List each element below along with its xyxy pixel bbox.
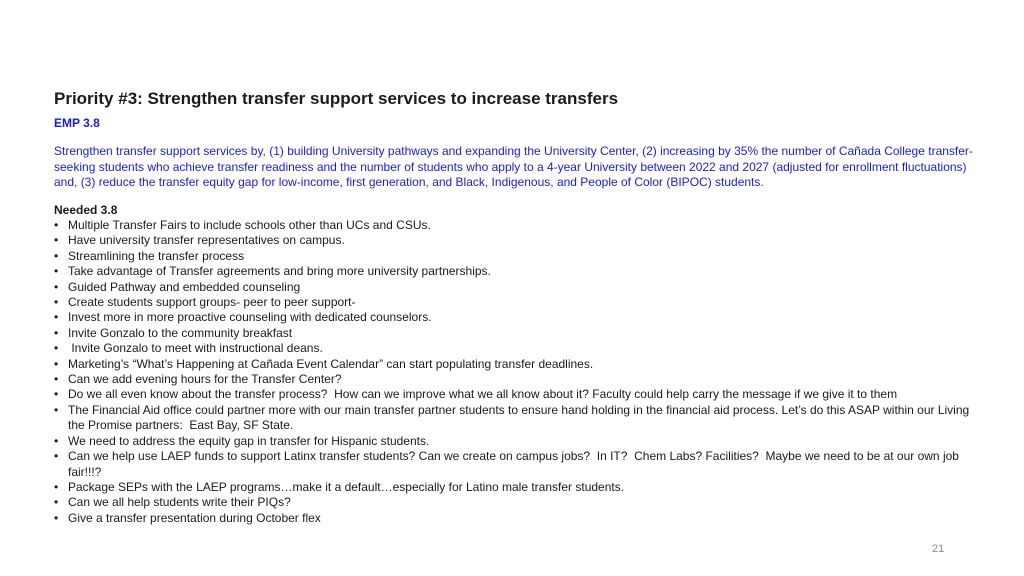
bullet-icon: • xyxy=(54,479,59,494)
needed-list-item xyxy=(54,357,974,372)
needed-item-text: Guided Pathway and embedded counseling xyxy=(68,279,301,294)
bullet-icon: • xyxy=(54,248,59,263)
needed-list-item xyxy=(54,480,974,495)
bullet-icon: • xyxy=(54,279,59,294)
slide-title: Priority #3: Strengthen transfer support services to increase transfers xyxy=(54,89,619,108)
needed-heading: Needed 3.8 xyxy=(54,203,118,217)
emp-code: EMP 3.8 xyxy=(54,116,100,130)
needed-list-item xyxy=(54,387,974,402)
needed-list-item xyxy=(54,249,974,264)
needed-list-item xyxy=(54,511,974,526)
needed-item-text: Invite Gonzalo to the community breakfast xyxy=(68,325,293,340)
bullet-icon: • xyxy=(54,233,59,248)
needed-list-item xyxy=(54,295,974,310)
bullet-icon: • xyxy=(54,295,59,310)
needed-item-text: Take advantage of Transfer agreements and bring more university partnerships. xyxy=(68,264,491,279)
page-number: 21 xyxy=(932,543,945,555)
bullet-icon: • xyxy=(54,510,59,525)
needed-item-text: Invite Gonzalo to meet with instructional deans. xyxy=(68,341,323,356)
needed-list-item xyxy=(54,434,974,449)
needed-list-item xyxy=(54,341,974,356)
needed-item-text: Package SEPs with the LAEP programs…make it a default…especially for Latino male transfer students. xyxy=(68,479,625,494)
bullet-icon: • xyxy=(54,341,59,356)
needed-list-item xyxy=(54,310,974,325)
needed-item-text: We need to address the equity gap in transfer for Hispanic students. xyxy=(68,433,430,448)
bullet-icon: • xyxy=(54,218,59,232)
bullet-icon: • xyxy=(54,449,59,464)
bullet-icon: • xyxy=(54,310,59,325)
goal-statement: Strengthen transfer support services by, (1) building University pathways and expanding the University Center, (2) increasing by 35% the number of Cañada College transfer-seeking students who achieve transfer readiness and the number of students who apply to a 4-year University between 2022 and 2027 (adjusted for enrollment fluctuations) and, (3) reduce the transfer equity gap for low-income, first generation, and Black, Indigenous, and People of Color (BIPOC) students. xyxy=(54,144,973,189)
needed-item-text: Marketing’s “What’s Happening at Cañada Event Calendar” can start populating transfer deadlines. xyxy=(68,356,594,371)
needed-item-text: Can we help use LAEP funds to support Latinx transfer students? Can we create on campus jobs? In IT? Chem Labs? Facilities? Maybe we need to be at our own job fair!!!? xyxy=(68,449,963,479)
needed-list xyxy=(54,218,974,526)
needed-item-text: Give a transfer presentation during October flex xyxy=(68,510,321,525)
needed-list-item xyxy=(54,326,974,341)
needed-list-item xyxy=(54,372,974,387)
needed-item-text: Have university transfer representatives on campus. xyxy=(68,233,345,248)
needed-list-item xyxy=(54,264,974,279)
needed-item-text: Invest more in more proactive counseling with dedicated counselors. xyxy=(68,310,432,325)
needed-list-item xyxy=(54,495,974,510)
needed-item-text: Multiple Transfer Fairs to include schools other than UCs and CSUs. xyxy=(68,218,431,232)
needed-item-text: Do we all even know about the transfer process? How can we improve what we all know about it? Faculty could help carry the message if we give it to them xyxy=(68,387,898,402)
needed-item-text: Can we add evening hours for the Transfer Center? xyxy=(68,372,342,387)
bullet-icon: • xyxy=(54,402,59,417)
bullet-icon: • xyxy=(54,372,59,387)
needed-item-text: Create students support groups- peer to peer support- xyxy=(68,295,356,310)
needed-list-item xyxy=(54,403,974,434)
bullet-icon: • xyxy=(54,325,59,340)
bullet-icon: • xyxy=(54,387,59,402)
needed-item-text: Streamlining the transfer process xyxy=(68,248,245,263)
needed-item-text: The Financial Aid office could partner more with our main transfer partner students to ensure hand holding in the financial aid process. Let’s do this ASAP within our Living the Promise partners: East Bay, SF State. xyxy=(68,402,973,433)
needed-list-item xyxy=(54,218,974,233)
needed-list-item xyxy=(54,280,974,295)
bullet-icon: • xyxy=(54,433,59,448)
bullet-icon: • xyxy=(54,264,59,279)
bullet-icon: • xyxy=(54,495,59,510)
needed-list-item xyxy=(54,233,974,248)
bullet-icon: • xyxy=(54,356,59,371)
needed-item-text: Can we all help students write their PIQs? xyxy=(68,495,291,510)
needed-list-item xyxy=(54,449,974,480)
